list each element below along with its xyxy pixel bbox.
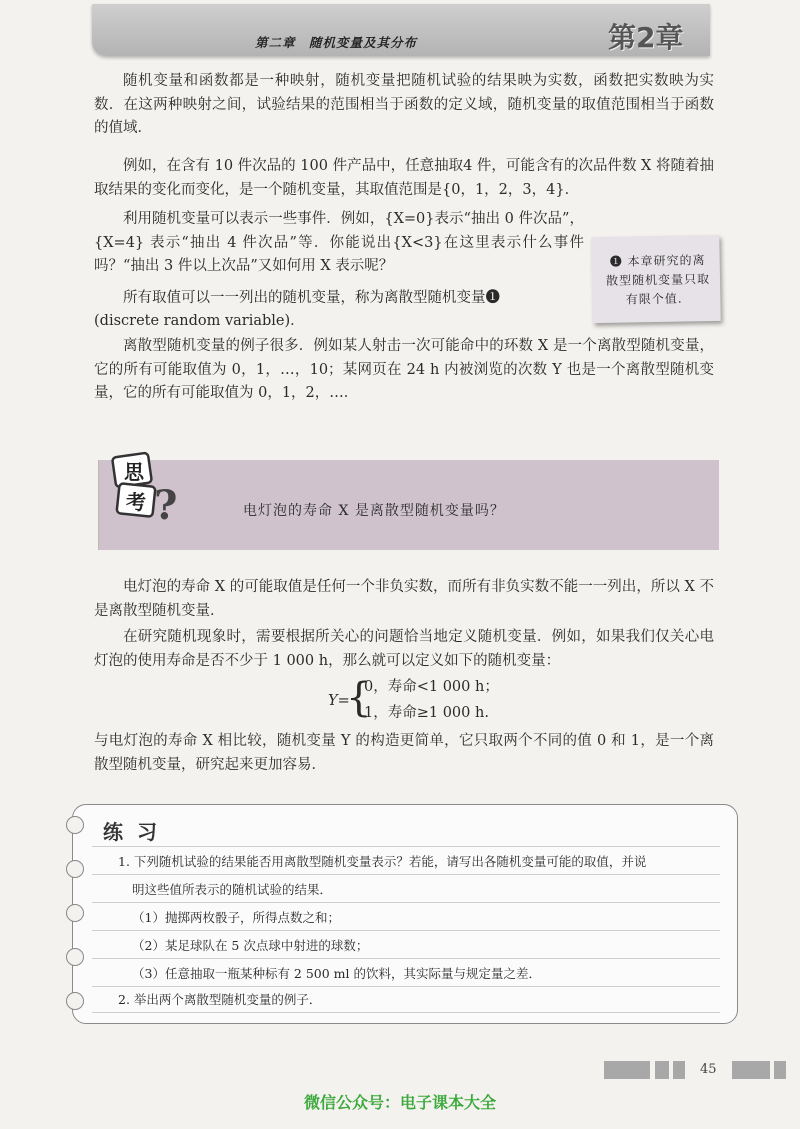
footer-bar	[732, 1061, 770, 1079]
paragraph-discrete-examples: 离散型随机变量的例子很多．例如某人射击一次可能命中的环数 X 是一个离散型随机变量，它的所有可能取值为 0，1，…，10；某网页在 24 h 内被浏览的次数 Y 也是一个离散型随机变量，它的所有可能取值为 0，1，2，…．	[94, 338, 714, 401]
binder-ring	[66, 904, 84, 922]
page-number: 45	[700, 1062, 717, 1077]
ruled-line	[92, 1012, 720, 1013]
chapter-tag: 第2章	[608, 21, 684, 54]
formula-brace: {	[346, 675, 372, 721]
exercise-title: 练习	[103, 820, 171, 844]
think-question-icon	[108, 447, 188, 527]
wechat-watermark: 微信公众号：电子课本大全	[303, 1093, 496, 1112]
footer-bar	[673, 1061, 685, 1079]
ruled-line	[92, 846, 720, 847]
exercise-item-1: 1. 下列随机试验的结果能否用离散型随机变量表示？若能，请写出各随机变量可能的取值，并说	[118, 854, 647, 869]
think-icon-char-1: 思	[124, 460, 144, 484]
paragraph-comparison: 与电灯泡的寿命 X 相比较，随机变量 Y 的构造更简单，它只取两个不同的值 0 和 1，是一个离散型随机变量，研究起来更加容易．	[94, 733, 714, 773]
paragraph-definition-english: (discrete random variable)．	[94, 313, 305, 329]
paragraph-definition: 所有取值可以一一列出的随机变量，称为离散型随机变量❶	[123, 290, 500, 306]
chapter-header-title: 第二章 随机变量及其分布	[255, 35, 418, 50]
ruled-line	[92, 930, 720, 931]
footer-bar	[604, 1061, 650, 1079]
ruled-line	[92, 986, 720, 987]
binder-ring	[66, 816, 84, 834]
footer-bar	[774, 1061, 786, 1079]
margin-note	[591, 235, 720, 323]
question-mark-glyph: ?	[154, 482, 178, 527]
formula-case-2: 1，寿命≥1 000 h.	[364, 705, 489, 721]
exercise-item-2: 2. 举出两个离散型随机变量的例子．	[118, 992, 322, 1007]
ruled-line	[92, 902, 720, 903]
think-icon-char-2: 考	[126, 490, 146, 514]
formula-case-1: 0，寿命<1 000 h；	[364, 679, 499, 695]
ruled-line	[92, 874, 720, 875]
paragraph-events: 利用随机变量可以表示一些事件．例如，{X=0}表示“抽出 0 件次品”，{X=4} 表示“抽出 4 件次品”等．你能说出{X<3}在这里表示什么事件吗？“抽出 3 件以上次品”又如何用 X 表示呢？	[94, 211, 584, 274]
binder-ring	[66, 860, 84, 878]
paragraph-lightbulb: 电灯泡的寿命 X 的可能取值是任何一个非负实数，而所有非负实数不能一一列出，所以 X 不是离散型随机变量．	[94, 579, 714, 619]
margin-note-text: ❶ 本章研究的离散型随机变量只取有限个值．	[605, 253, 711, 307]
formula-lhs: Y=	[328, 693, 350, 709]
paragraph-example-defective: 例如，在含有 10 件次品的 100 件产品中，任意抽取4 件，可能含有的次品件数 X 将随着抽取结果的变化而变化，是一个随机变量，其取值范围是{0，1，2，3，4}．	[94, 158, 714, 198]
binder-ring	[66, 992, 84, 1010]
think-question: 电灯泡的寿命 X 是离散型随机变量吗？	[243, 503, 505, 519]
exercise-subitem-1: （1）抛掷两枚骰子，所得点数之和；	[132, 910, 340, 925]
paragraph-define-variable: 在研究随机现象时，需要根据所关心的问题恰当地定义随机变量．例如，如果我们仅关心电灯泡的使用寿命是否不少于 1 000 h，那么就可以定义如下的随机变量：	[94, 629, 714, 669]
exercise-subitem-3: （3）任意抽取一瓶某种标有 2 500 ml 的饮料，其实际量与规定量之差．	[132, 966, 542, 981]
paragraph-mapping: 随机变量和函数都是一种映射，随机变量把随机试验的结果映为实数，函数把实数映为实数．在这两种映射之间，试验结果的范围相当于函数的定义域，随机变量的取值范围相当于函数的值域．	[94, 73, 714, 136]
exercise-item-1-continued: 明这些值所表示的随机试验的结果．	[132, 882, 333, 897]
footer-bar	[655, 1061, 669, 1079]
binder-ring	[66, 948, 84, 966]
ruled-line	[92, 958, 720, 959]
exercise-subitem-2: （2）某足球队在 5 次点球中射进的球数；	[132, 938, 369, 953]
